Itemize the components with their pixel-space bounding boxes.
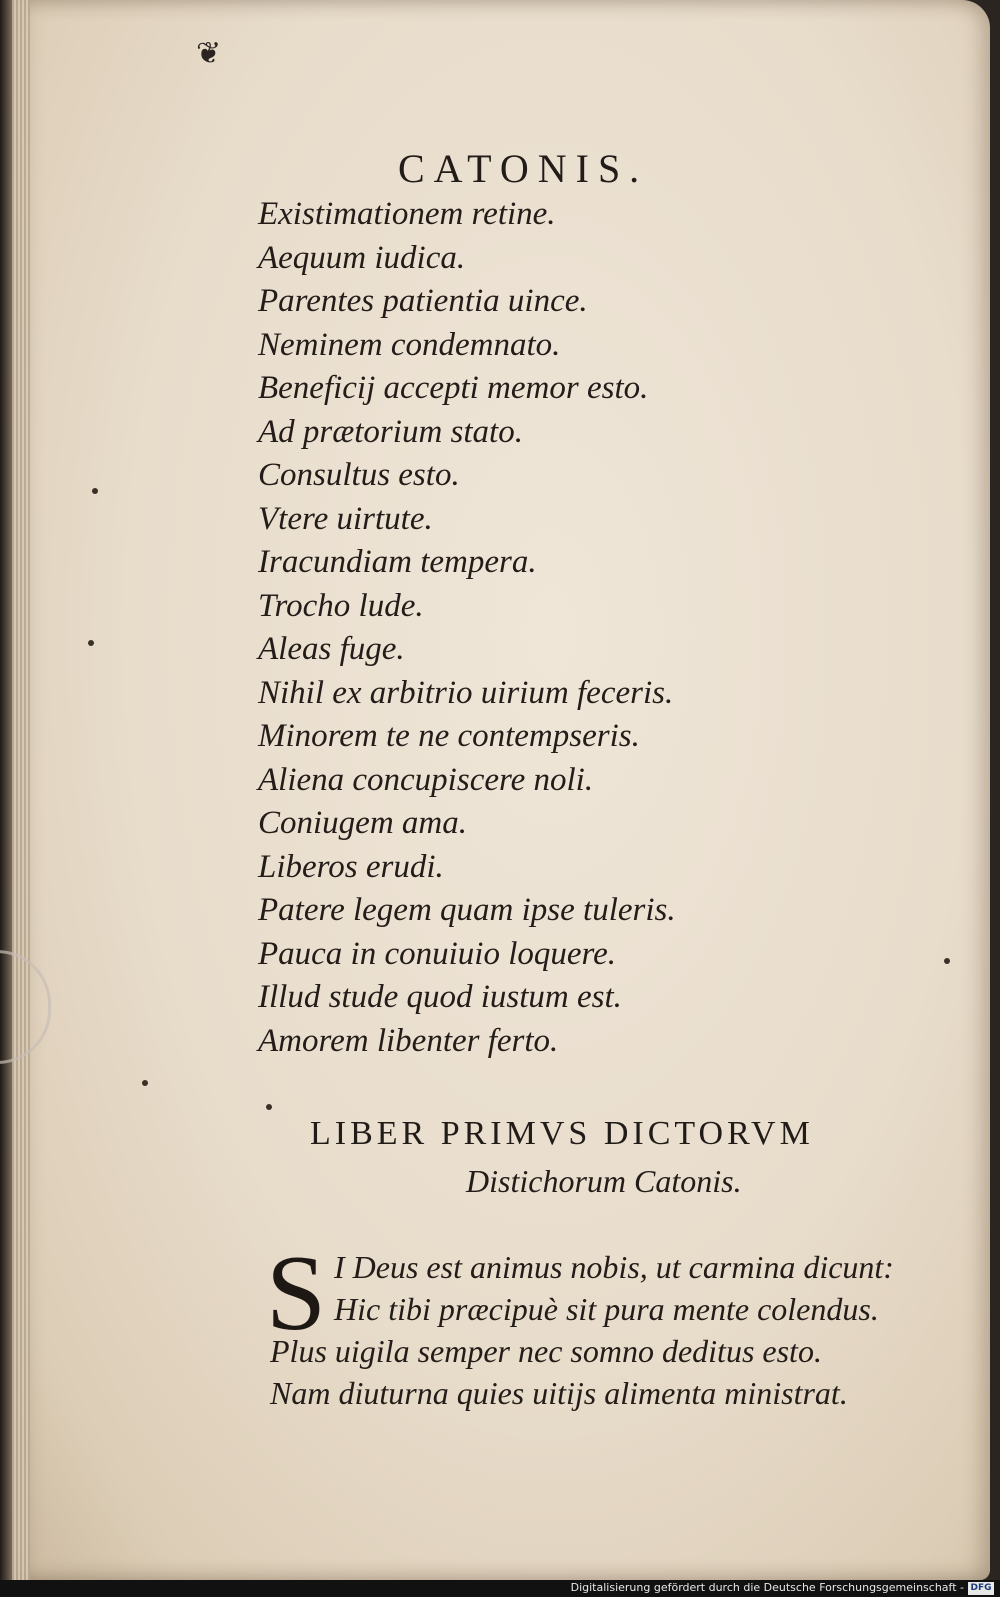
maxim-line: Minorem te ne contempseris. xyxy=(258,718,640,754)
maxim-line: Aequum iudica. xyxy=(258,239,466,276)
maxim-line: Illud stude quod iustum est. xyxy=(258,979,622,1015)
maxim-line: Amorem libenter ferto. xyxy=(258,1022,559,1059)
maxim-line: Parentes patientia uince. xyxy=(258,283,588,319)
section-title: LIBER PRIMVS DICTORVM xyxy=(310,1115,814,1152)
running-head: CATONIS. xyxy=(398,146,649,191)
maxim-line: Pauca in conuiuio loquere. xyxy=(258,935,617,972)
maxim-line: Aleas fuge. xyxy=(258,631,405,667)
ink-speck xyxy=(88,640,94,646)
distich-line: Plus uigila semper nec somno deditus esto. xyxy=(270,1333,822,1369)
digitization-credit: Digitalisierung gefördert durch die Deutsche Forschungsgemeinschaft - xyxy=(570,1581,964,1594)
page-edges xyxy=(12,0,30,1580)
distich-line: Nam diuturna quies uitijs alimenta ministrat. xyxy=(270,1375,848,1411)
maxims-list xyxy=(258,193,676,1063)
ink-speck xyxy=(142,1080,148,1086)
maxim-line: Trocho lude. xyxy=(258,587,424,624)
distich-line: Hic tibi præcipuè sit pura mente colendus. xyxy=(334,1291,879,1327)
maxim-line: Beneficij accepti memor esto. xyxy=(258,370,649,406)
maxim-line: Liberos erudi. xyxy=(258,848,444,885)
ink-speck xyxy=(92,488,98,494)
maxim-line: Coniugem ama. xyxy=(258,805,467,841)
maxim-line: Neminem condemnato. xyxy=(258,326,561,363)
distich-line: I Deus est animus nobis, ut carmina dicunt: xyxy=(334,1249,894,1285)
maxim-line: Vtere uirtute. xyxy=(258,500,433,537)
dfg-logo: DFG xyxy=(968,1582,994,1595)
maxim-line: Consultus esto. xyxy=(258,457,460,493)
ink-speck xyxy=(944,958,950,964)
ornament-icon: ❦ xyxy=(196,36,222,71)
maxim-line: Nihil ex arbitrio uirium feceris. xyxy=(258,674,674,711)
maxim-line: Patere legem quam ipse tuleris. xyxy=(258,892,676,928)
section-subtitle: Distichorum Catonis. xyxy=(466,1163,742,1199)
maxim-line: Ad prætorium stato. xyxy=(258,413,523,450)
drop-cap-initial: S xyxy=(266,1234,327,1353)
maxim-line: Existimationem retine. xyxy=(258,196,556,232)
maxim-line: Aliena concupiscere noli. xyxy=(258,761,594,798)
ink-speck xyxy=(266,1104,272,1110)
distich-text xyxy=(270,1246,894,1414)
maxim-line: Iracundiam tempera. xyxy=(258,544,537,580)
